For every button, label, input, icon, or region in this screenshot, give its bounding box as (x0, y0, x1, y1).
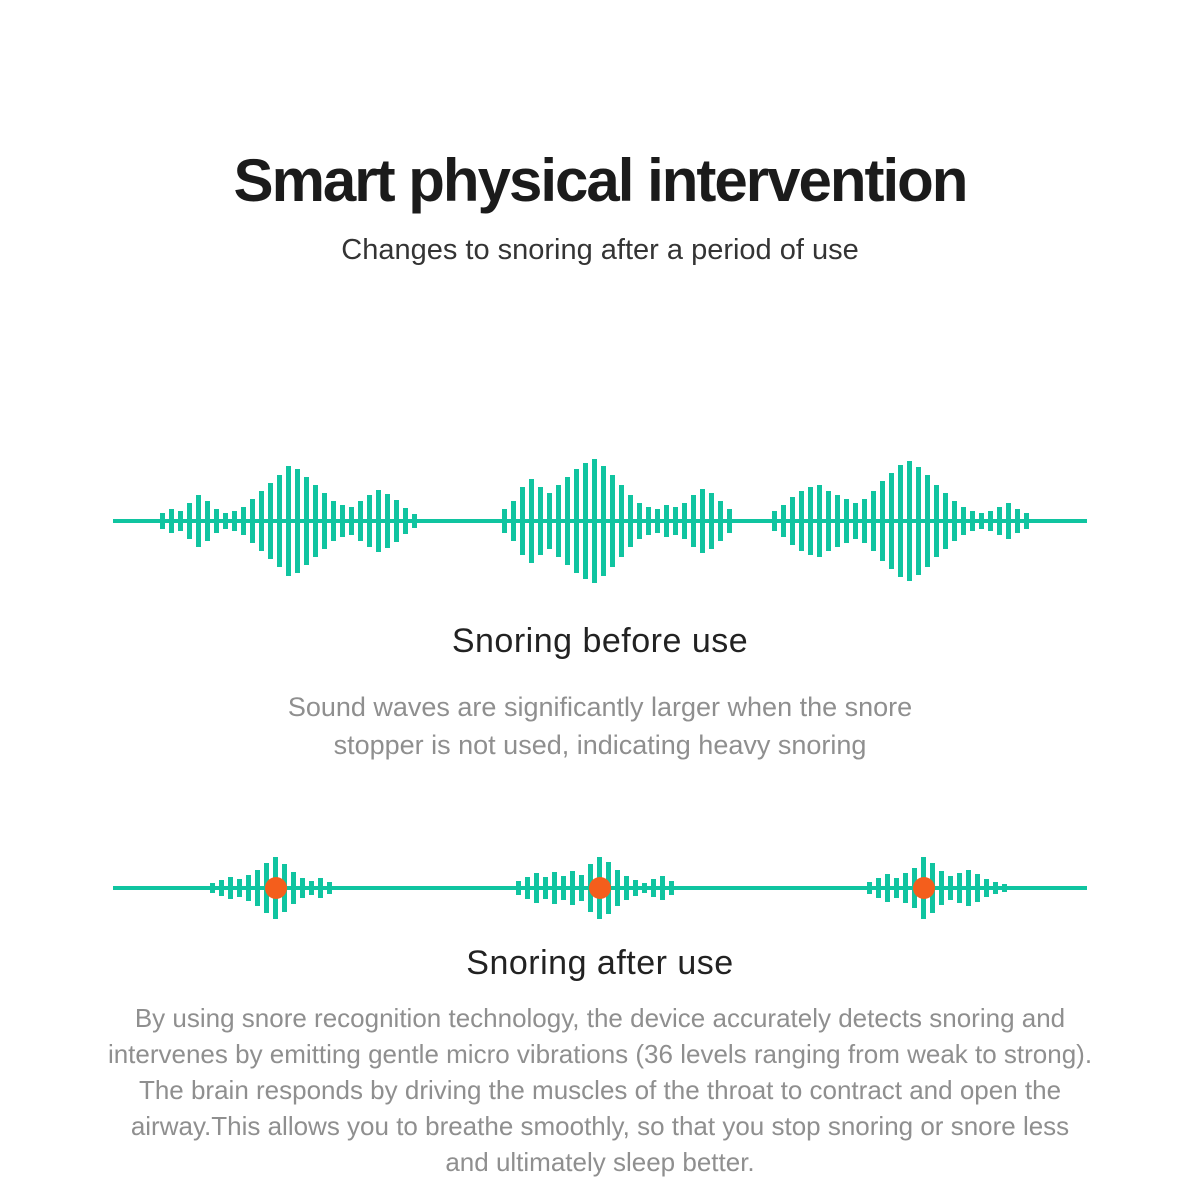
waveform-after-use (0, 848, 1200, 928)
wave-bar (898, 465, 903, 577)
description-line: Sound waves are significantly larger when the snore (287, 692, 913, 722)
after-use-heading: Snoring after use (466, 944, 734, 982)
wave-bar (610, 475, 615, 567)
description-line: The brain responds by driving the muscles of the throat to contract and open the (138, 1075, 1062, 1105)
wave-bar (291, 872, 296, 904)
page-title: Smart physical intervention (233, 147, 967, 214)
wave-bar (250, 499, 255, 543)
wave-bar (601, 466, 606, 576)
wave-bar (403, 508, 408, 534)
wave-bar (975, 874, 980, 902)
wave-bar (1024, 513, 1029, 529)
wave-bar (277, 475, 282, 567)
wave-bar (592, 459, 597, 583)
description-line: stopper is not used, indicating heavy snoring (333, 730, 867, 760)
description-line: and ultimately sleep better. (445, 1147, 755, 1177)
wave-bar (952, 501, 957, 541)
wave-bar (997, 507, 1002, 535)
wave-bar (862, 499, 867, 543)
wave-bar (286, 466, 291, 576)
wave-bar (205, 501, 210, 541)
wave-bar (894, 878, 899, 898)
waveform-before-use (0, 451, 1200, 591)
wave-bar (835, 495, 840, 547)
wave-bar (547, 493, 552, 549)
wave-bar (691, 495, 696, 547)
wave-bar (219, 880, 224, 896)
wave-bar (516, 881, 521, 895)
wave-bar (525, 877, 530, 899)
wave-bar (309, 881, 314, 895)
wave-bar (543, 877, 548, 899)
wave-bar (1002, 884, 1007, 892)
wave-bar (682, 503, 687, 539)
wave-bar (376, 490, 381, 552)
wave-bar (534, 873, 539, 903)
wave-bar (934, 485, 939, 557)
wave-bar (781, 505, 786, 537)
wave-bar (331, 501, 336, 541)
wave-bar (961, 507, 966, 535)
wave-bar (358, 501, 363, 541)
wave-bar (349, 507, 354, 535)
wave-bar (970, 511, 975, 531)
wave-bar (718, 501, 723, 541)
wave-bar (178, 511, 183, 531)
wave-bar (538, 487, 543, 555)
wave-bar (502, 509, 507, 533)
wave-bar (579, 875, 584, 901)
wave-bar (237, 879, 242, 897)
wave-bar (633, 880, 638, 896)
wave-bar (655, 509, 660, 533)
wave-bar (925, 475, 930, 567)
wave-bar (255, 870, 260, 906)
wave-bar (916, 467, 921, 575)
wave-bar (574, 469, 579, 573)
wave-bar (385, 494, 390, 548)
wave-bar (529, 479, 534, 563)
vibration-dot-icon (265, 877, 287, 899)
wave-bar (561, 876, 566, 900)
wave-bar (394, 500, 399, 542)
wave-bar (520, 487, 525, 555)
wave-bar (322, 493, 327, 549)
wave-bar (241, 507, 246, 535)
wave-bar (988, 511, 993, 531)
wave-bar (664, 505, 669, 537)
wave-bar (867, 882, 872, 894)
wave-bar (570, 871, 575, 905)
wave-bar (327, 882, 332, 894)
wave-bar (727, 509, 732, 533)
wave-bar (979, 513, 984, 529)
wave-bar (1006, 503, 1011, 539)
wave-bar (259, 491, 264, 551)
wave-bar (196, 495, 201, 547)
after-use-description (80, 1000, 1120, 1180)
wave-bar (1015, 509, 1020, 533)
wave-bar (826, 491, 831, 551)
before-use-description (0, 688, 1200, 764)
description-line: By using snore recognition technology, the device accurately detects snoring and (134, 1003, 1066, 1033)
wave-bar (246, 875, 251, 901)
page-subtitle: Changes to snoring after a period of use (341, 234, 859, 266)
wave-bar (939, 871, 944, 905)
wave-bar (651, 879, 656, 897)
wave-bar (772, 511, 777, 531)
wave-bar (889, 473, 894, 569)
wave-bar (808, 487, 813, 555)
before-use-heading: Snoring before use (451, 622, 749, 660)
wave-bar (673, 507, 678, 535)
wave-bar (984, 879, 989, 897)
wave-bar (615, 870, 620, 906)
wave-bar (214, 509, 219, 533)
wave-bar (957, 873, 962, 903)
wave-bar (552, 872, 557, 904)
wave-bar (907, 461, 912, 581)
wave-bar (367, 495, 372, 547)
wave-bar (187, 503, 192, 539)
description-line: airway.This allows you to breathe smoothly, so that you stop snoring or snore less (130, 1111, 1070, 1141)
wave-bar (318, 878, 323, 898)
wave-bar (268, 483, 273, 559)
wave-bar (799, 491, 804, 551)
wave-bar (943, 493, 948, 549)
wave-bar (232, 511, 237, 531)
wave-bar (223, 513, 228, 529)
wave-bar (412, 514, 417, 528)
wave-bar (700, 489, 705, 553)
wave-bar (565, 477, 570, 565)
wave-bar (876, 878, 881, 898)
wave-bar (313, 485, 318, 557)
wave-bar (709, 493, 714, 549)
wave-bar (295, 469, 300, 573)
vibration-dot-icon (913, 877, 935, 899)
wave-bar (210, 883, 215, 893)
wave-bar (340, 505, 345, 537)
wave-bar (637, 503, 642, 539)
wave-bar (628, 495, 633, 547)
wave-bar (885, 874, 890, 902)
wave-bar (966, 870, 971, 906)
wave-bar (160, 513, 165, 529)
wave-bar (619, 485, 624, 557)
wave-bar (790, 497, 795, 545)
wave-bar (817, 485, 822, 557)
wave-bar (903, 873, 908, 903)
wave-bar (583, 463, 588, 579)
wave-bar (948, 876, 953, 900)
wave-bar (993, 882, 998, 894)
description-line: intervenes by emitting gentle micro vibrations (36 levels ranging from weak to strong). (107, 1039, 1093, 1069)
wave-bar (642, 883, 647, 893)
wave-bar (844, 499, 849, 543)
vibration-dot-icon (589, 877, 611, 899)
wave-bar (880, 481, 885, 561)
wave-bar (669, 881, 674, 895)
wave-bar (169, 509, 174, 533)
wave-bar (646, 507, 651, 535)
wave-bar (853, 503, 858, 539)
wave-bar (511, 501, 516, 541)
wave-bar (556, 485, 561, 557)
wave-bar (624, 876, 629, 900)
wave-bar (304, 477, 309, 565)
wave-bar (871, 491, 876, 551)
wave-bar (300, 878, 305, 898)
wave-bar (228, 877, 233, 899)
wave-bar (660, 876, 665, 900)
